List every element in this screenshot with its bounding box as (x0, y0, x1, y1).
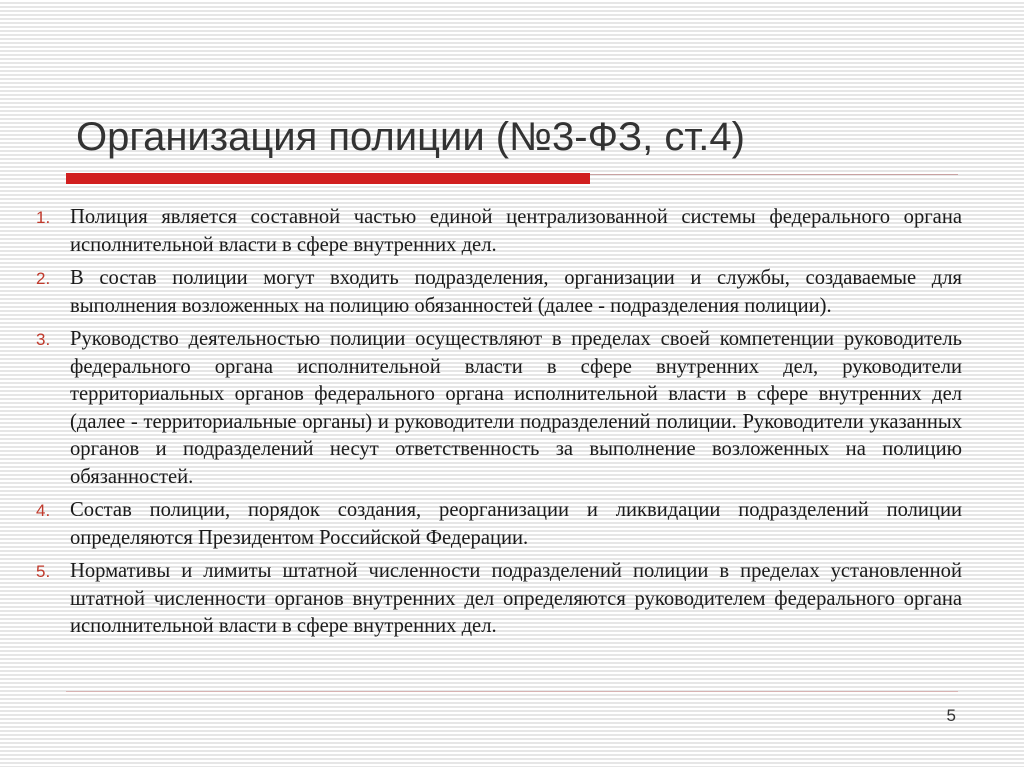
list-item (32, 326, 962, 491)
list-item-text: В состав полиции могут входить подразделения, организации и службы, создаваемые для выполнения возложенных на полицию обязанностей (далее - подразделения полиции). (70, 267, 962, 317)
list-item-text: Нормативы и лимиты штатной численности подразделений полиции в пределах установленной штатной численности органов внутренних дел определяются руководителем федерального органа исполнительной власти в сфере внутренних дел. (70, 560, 962, 637)
page-number: 5 (946, 706, 956, 725)
slide-title: Организация полиции (№3-ФЗ, ст.4) (76, 115, 745, 159)
title-underline-thin-line (590, 174, 958, 175)
title-underline (66, 170, 958, 184)
list-item (32, 204, 962, 259)
list-item-number: 2. (36, 269, 51, 288)
list-item-text: Состав полиции, порядок создания, реорганизации и ликвидации подразделений полиции определяются Президентом Российской Федерации. (70, 499, 962, 549)
list-item (32, 265, 962, 320)
list-item-text: Руководство деятельностью полиции осуществляют в пределах своей компетенции руководитель федерального органа исполнительной власти в сфере внутренних дел, руководители территориальных органов федерального органа исполнительной власти в сфере внутренних дел (далее - территориальные органы) и руководители подразделений полиции. Руководители указанных органов и подразделений несут ответственность за выполнение возложенных на полицию обязанностей. (70, 328, 962, 488)
numbered-list (32, 204, 962, 647)
list-item-number: 3. (36, 330, 51, 349)
footer-divider (66, 691, 958, 692)
list-item (32, 497, 962, 552)
list-item-number: 4. (36, 501, 51, 520)
list-item-number: 5. (36, 562, 51, 581)
list-item-text: Полиция является составной частью единой централизованной системы федерального органа исполнительной власти в сфере внутренних дел. (70, 206, 962, 256)
title-underline-accent-bar (66, 173, 590, 184)
list-item-number: 1. (36, 208, 51, 227)
list-item (32, 558, 962, 641)
